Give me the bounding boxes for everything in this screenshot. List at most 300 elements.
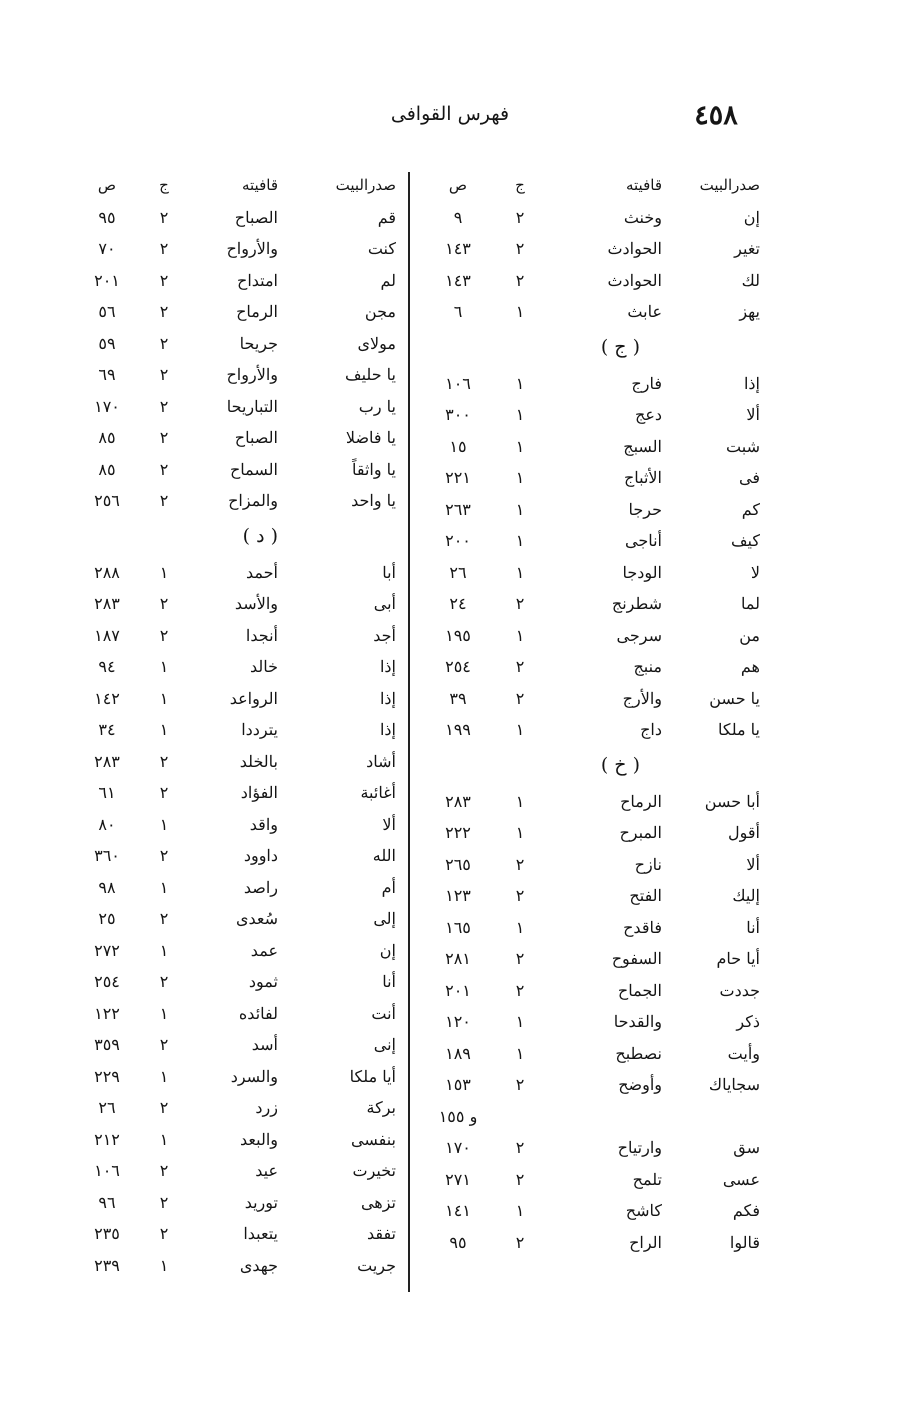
volume-number: ١ xyxy=(159,1255,169,1275)
right-column xyxy=(432,172,760,1260)
page-reference: ٣٠٠ xyxy=(445,405,471,424)
index-row xyxy=(432,370,760,402)
volume-number: ١ xyxy=(515,302,525,321)
letter-section-heading xyxy=(432,330,760,370)
rhyme-word: الأثباج xyxy=(623,468,662,487)
index-row xyxy=(78,487,408,519)
rhyme-word: وخنث xyxy=(623,207,662,227)
index-row xyxy=(78,1220,408,1252)
volume-number: ٢ xyxy=(159,751,169,771)
index-row xyxy=(432,1134,760,1166)
volume-number: ٢ xyxy=(515,657,525,676)
verse-opening: كيف xyxy=(730,531,760,550)
index-row xyxy=(432,685,760,717)
rhyme-word: نازح xyxy=(634,854,662,874)
rhyme-word: منبج xyxy=(633,657,662,676)
page-reference: ٢٥٦ xyxy=(94,491,120,510)
volume-number: ١ xyxy=(159,1003,169,1023)
index-row xyxy=(432,914,760,946)
rhyme-word: زرد xyxy=(255,1098,278,1117)
index-row xyxy=(432,1166,760,1198)
verse-opening: ألا xyxy=(382,814,396,834)
index-row xyxy=(432,851,760,883)
verse-opening: بنفسى xyxy=(351,1129,396,1149)
index-row xyxy=(432,1229,760,1261)
index-row xyxy=(432,464,760,496)
rhyme-word: يتعبدا xyxy=(243,1224,278,1243)
rhyme-word: جهدى xyxy=(239,1255,278,1275)
rhyme-word: الحوادث xyxy=(607,239,662,258)
page-reference: ٢٠٠ xyxy=(445,531,471,550)
rhyme-word: داج xyxy=(640,720,662,739)
volume-number: ٢ xyxy=(159,1192,169,1212)
volume-number: ١ xyxy=(515,625,525,645)
page-reference: ٢٦٥ xyxy=(445,854,471,874)
rhyme-word: امتداح xyxy=(236,270,278,290)
page-reference: ٣٥٩ xyxy=(94,1035,120,1054)
volume-number: ٢ xyxy=(159,972,169,991)
verse-opening: إنى xyxy=(373,1035,396,1054)
verse-opening: لما xyxy=(741,594,760,613)
verse-opening: أبا حسن xyxy=(704,791,760,811)
volume-number: ١ xyxy=(159,657,169,676)
volume-number: ٢ xyxy=(159,270,169,290)
page-reference: ٥٩ xyxy=(98,333,116,353)
rhyme-word: تلمح xyxy=(632,1169,662,1189)
verse-opening: أشاد xyxy=(366,751,396,771)
rhyme-word: يترددا xyxy=(241,720,278,739)
verse-opening: ألا xyxy=(746,854,760,874)
index-row xyxy=(432,204,760,236)
volume-number: ٢ xyxy=(159,396,169,416)
page-reference: ٩٤ xyxy=(98,657,116,676)
page-reference: ١٥٣ xyxy=(445,1075,471,1094)
column-divider xyxy=(408,172,410,1292)
volume-number: ٢ xyxy=(515,594,525,613)
header-qafiya: قافيته xyxy=(241,176,278,194)
rhyme-word: لفائده xyxy=(238,1003,278,1023)
rhyme-word: السماح xyxy=(229,459,278,479)
page-reference: ١٢٠ xyxy=(445,1012,471,1031)
index-row xyxy=(78,874,408,906)
verse-opening: يا واثقاً xyxy=(351,459,396,479)
index-row xyxy=(78,456,408,488)
rhyme-word: الصباح xyxy=(234,428,278,447)
index-row xyxy=(432,401,760,433)
index-row xyxy=(432,559,760,591)
volume-number: ١ xyxy=(159,940,169,960)
rhyme-word: توريد xyxy=(244,1192,278,1212)
verse-opening: لم xyxy=(380,270,396,290)
page-reference: ٢٨١ xyxy=(445,949,471,968)
page-reference: ٢٧٢ xyxy=(94,940,120,960)
volume-number: ٢ xyxy=(159,333,169,353)
verse-opening: جريت xyxy=(357,1255,396,1275)
page-reference: ١٨٩ xyxy=(445,1043,471,1063)
index-row xyxy=(432,590,760,622)
index-row xyxy=(78,1000,408,1032)
rhyme-word: الصباح xyxy=(234,207,278,227)
page-reference: ١٢٢ xyxy=(94,1003,120,1023)
rhyme-word: والقدحا xyxy=(613,1012,662,1031)
rhyme-word: فاقدح xyxy=(623,917,662,937)
verse-opening: عسى xyxy=(722,1169,760,1189)
letter-section-heading xyxy=(432,748,760,788)
verse-opening: أنا xyxy=(746,917,760,937)
rhyme-word: والسرد xyxy=(230,1066,278,1086)
index-row xyxy=(432,819,760,851)
rhyme-word: الرماح xyxy=(620,791,662,811)
rhyme-word: جريحا xyxy=(239,333,278,353)
volume-number: ٢ xyxy=(159,1098,169,1117)
verse-opening: أم xyxy=(381,877,396,897)
index-row xyxy=(78,393,408,425)
verse-opening: أبى xyxy=(373,594,396,613)
verse-opening: أقول xyxy=(728,823,760,842)
rhyme-word: الرماح xyxy=(236,302,278,321)
index-row xyxy=(432,622,760,654)
index-row xyxy=(78,330,408,362)
page-reference: ٩ xyxy=(453,207,463,227)
page-reference: ١٩٥ xyxy=(445,625,471,645)
rhyme-word: داوود xyxy=(243,846,278,865)
verse-opening: أنت xyxy=(371,1003,396,1023)
index-row xyxy=(78,968,408,1000)
index-row xyxy=(78,1252,408,1284)
rhyme-word: عابث xyxy=(627,302,662,321)
page-reference: ٢١٢ xyxy=(94,1129,120,1149)
rhyme-word: خالد xyxy=(249,657,278,676)
index-row xyxy=(78,748,408,780)
index-row xyxy=(78,235,408,267)
verse-opening: قالوا xyxy=(729,1232,760,1252)
volume-number: ٢ xyxy=(159,239,169,258)
index-row xyxy=(78,716,408,748)
verse-opening: الله xyxy=(372,846,396,865)
volume-number: ٢ xyxy=(515,239,525,258)
page-reference: ٢٢٩ xyxy=(94,1066,120,1086)
page-reference: ٢٨٣ xyxy=(94,751,120,771)
page-reference: ٢٨٨ xyxy=(94,562,120,582)
index-row xyxy=(78,905,408,937)
page-reference: ١٧٠ xyxy=(445,1138,471,1157)
rhyme-word: أحمد xyxy=(246,562,278,582)
header-safha: ص xyxy=(97,176,117,194)
volume-number: ٢ xyxy=(159,594,169,613)
index-row xyxy=(432,977,760,1009)
verse-opening: أغائبة xyxy=(360,783,396,802)
rhyme-word: أسد xyxy=(251,1035,278,1054)
letter-section-label: ( ج ) xyxy=(600,335,640,358)
volume-number: ٢ xyxy=(159,1161,169,1180)
volume-number: ٢ xyxy=(159,207,169,227)
index-row xyxy=(432,945,760,977)
index-row xyxy=(432,653,760,685)
rhyme-word: أنجدا xyxy=(245,625,278,645)
verse-opening: لا xyxy=(750,562,760,582)
rhyme-word: والبعد xyxy=(240,1129,278,1149)
volume-number: ٢ xyxy=(159,459,169,479)
page-reference: ٢٠١ xyxy=(94,270,120,290)
volume-number: ١ xyxy=(515,823,525,842)
index-row xyxy=(432,433,760,465)
rhyme-word: عمد xyxy=(250,940,278,960)
verse-opening: يا ملكا xyxy=(718,720,760,739)
header-sadr: صدرالبيت xyxy=(335,176,396,194)
verse-opening: سجاياك xyxy=(708,1075,760,1094)
verse-opening: يا واحد xyxy=(351,491,396,510)
verse-opening: من xyxy=(739,625,760,645)
index-row xyxy=(432,788,760,820)
verse-opening: أيا ملكا xyxy=(349,1066,396,1086)
volume-number: ٢ xyxy=(159,428,169,447)
rhyme-word: حرجا xyxy=(628,499,662,519)
volume-number: ١ xyxy=(515,720,525,739)
rhyme-word: الفتح xyxy=(629,886,662,905)
volume-number: ١ xyxy=(159,1129,169,1149)
volume-number: ٢ xyxy=(515,980,525,1000)
volume-number: ٢ xyxy=(159,625,169,645)
volume-number: ١ xyxy=(515,436,525,456)
index-row xyxy=(78,1126,408,1158)
index-row xyxy=(78,685,408,717)
verse-opening: أنا xyxy=(382,972,396,991)
page-reference: ٢٠١ xyxy=(445,980,471,1000)
volume-number: ٢ xyxy=(515,270,525,290)
rhyme-word: الجماح xyxy=(617,980,662,1000)
volume-number: ٢ xyxy=(515,207,525,227)
rhyme-word: الراح xyxy=(629,1232,662,1252)
header-sadr: صدرالبيت xyxy=(699,176,760,194)
rhyme-word: المبرح xyxy=(619,823,662,842)
page-reference: ٣٦٠ xyxy=(94,846,120,865)
page-reference: ١٢٣ xyxy=(445,886,471,905)
index-row xyxy=(432,1071,760,1103)
index-row xyxy=(78,937,408,969)
rhyme-word: التباريحا xyxy=(226,396,278,416)
volume-number: ٢ xyxy=(159,365,169,384)
volume-number: ١ xyxy=(159,877,169,897)
rhyme-word: سُعدى xyxy=(235,909,278,928)
page-number: ٤٥٨ xyxy=(694,100,738,131)
rhyme-word: والأرواح xyxy=(226,239,278,258)
left-column-header xyxy=(78,172,408,204)
page-reference: ٦١ xyxy=(98,783,116,802)
rhyme-word: أناجى xyxy=(625,531,662,550)
volume-number: ١ xyxy=(515,499,525,519)
index-row xyxy=(432,527,760,559)
letter-section-label: ( خ ) xyxy=(600,753,640,776)
index-row xyxy=(78,267,408,299)
volume-number: ١ xyxy=(515,1012,525,1031)
volume-number: ٢ xyxy=(159,491,169,510)
verse-opening: إلى xyxy=(373,909,396,928)
verse-opening: يا حسن xyxy=(709,688,760,708)
index-row xyxy=(78,1031,408,1063)
page-reference: ٢٨٣ xyxy=(445,791,471,811)
verse-opening: كم xyxy=(741,499,760,519)
verse-opening: شبت xyxy=(726,436,760,456)
volume-number: ١ xyxy=(515,531,525,550)
rhyme-word: شطرنج xyxy=(611,594,662,613)
volume-number: ٢ xyxy=(515,1075,525,1094)
page-reference: ٢٥٤ xyxy=(94,972,120,991)
header-juz: ج xyxy=(515,176,525,194)
index-row xyxy=(78,842,408,874)
verse-opening: إن xyxy=(379,940,396,960)
volume-number: ٢ xyxy=(515,1138,525,1157)
verse-opening: قم xyxy=(377,207,396,227)
index-row xyxy=(78,1094,408,1126)
page-reference: ٩٨ xyxy=(98,877,116,897)
page-reference: ٢٦ xyxy=(449,562,467,582)
volume-number: ١ xyxy=(515,373,525,393)
page-reference: ١٠٦ xyxy=(445,373,471,393)
header-juz: ج xyxy=(159,176,169,194)
verse-opening: كنت xyxy=(367,239,396,258)
page-reference: ١٠٦ xyxy=(94,1161,120,1180)
rhyme-word: الفؤاد xyxy=(240,783,278,802)
index-row xyxy=(78,204,408,236)
verse-opening: إليك xyxy=(732,886,760,905)
page-reference: ١٥ xyxy=(449,436,467,456)
verse-opening: جددت xyxy=(719,980,760,1000)
index-row xyxy=(432,716,760,748)
page-reference: ٢٢٢ xyxy=(445,823,471,842)
volume-number: ٢ xyxy=(159,783,169,802)
volume-number: ٢ xyxy=(515,949,525,968)
rhyme-word: نصطبح xyxy=(615,1043,662,1063)
volume-number: ١ xyxy=(515,405,525,424)
index-row xyxy=(432,235,760,267)
verse-opening: يهز xyxy=(739,302,760,321)
verse-opening: أبا xyxy=(382,562,396,582)
volume-number: ٢ xyxy=(515,688,525,708)
volume-number: ١ xyxy=(159,1066,169,1086)
index-row xyxy=(432,882,760,914)
volume-number: ٢ xyxy=(159,846,169,865)
index-row xyxy=(78,811,408,843)
page-reference: ٨٥ xyxy=(98,428,116,447)
rhyme-word: والأرج xyxy=(622,688,662,708)
volume-number: ١ xyxy=(159,688,169,708)
rhyme-word: راصد xyxy=(243,877,278,897)
page-reference: ١٤١ xyxy=(445,1201,471,1220)
volume-number: ١ xyxy=(159,814,169,834)
rhyme-word: الودجا xyxy=(622,562,662,582)
index-row xyxy=(432,1103,760,1135)
page-reference: ٢٧١ xyxy=(445,1169,471,1189)
index-row xyxy=(432,1008,760,1040)
rhyme-word: دعج xyxy=(635,405,662,424)
page-reference: ١٦٥ xyxy=(445,917,471,937)
rhyme-word: وارتياح xyxy=(617,1138,662,1157)
verse-opening: تخيرت xyxy=(352,1161,396,1180)
page-reference: ٢٥ xyxy=(98,909,116,928)
volume-number: ٢ xyxy=(515,854,525,874)
index-row xyxy=(432,267,760,299)
rhyme-word: والأسد xyxy=(234,594,278,613)
index-row xyxy=(78,653,408,685)
header-safha: ص xyxy=(448,176,468,194)
volume-number: ١ xyxy=(515,917,525,937)
index-row xyxy=(432,298,760,330)
rhyme-word: السفوح xyxy=(611,949,662,968)
letter-section-heading xyxy=(78,519,408,559)
page-reference: ٢٣٩ xyxy=(94,1255,120,1275)
page-reference: ٧٠ xyxy=(98,239,116,258)
rhyme-word: والمزاح xyxy=(228,491,278,510)
page-reference: ١٨٧ xyxy=(94,625,120,645)
verse-opening: يا حليف xyxy=(345,365,396,384)
page-reference: ٢٢١ xyxy=(445,468,471,487)
page-reference: ٨٠ xyxy=(98,814,116,834)
rhyme-word: وأوضح xyxy=(618,1075,662,1094)
verse-opening: بركة xyxy=(366,1098,396,1117)
page-reference: ٢٣٥ xyxy=(94,1224,120,1243)
verse-opening: أيا حام xyxy=(716,949,760,968)
page-reference: ٦ xyxy=(453,302,463,321)
rhyme-word: بالخلد xyxy=(239,751,278,771)
volume-number: ٢ xyxy=(515,1232,525,1252)
verse-opening: إذا xyxy=(379,688,396,708)
page-reference: ٢٤ xyxy=(449,594,467,613)
volume-number: ١ xyxy=(159,720,169,739)
verse-opening: تغير xyxy=(734,239,760,258)
page-reference: ١٤٣ xyxy=(445,239,471,258)
index-row xyxy=(78,559,408,591)
verse-opening: إذا xyxy=(379,720,396,739)
rhyme-word: سرجى xyxy=(616,625,662,645)
index-row xyxy=(78,1189,408,1221)
index-row xyxy=(78,361,408,393)
rhyme-word: ثمود xyxy=(248,972,278,991)
rhyme-word: الحوادث xyxy=(607,270,662,290)
verse-opening: إذا xyxy=(743,373,760,393)
page-reference: ٣٤ xyxy=(98,720,116,739)
volume-number: ١ xyxy=(159,562,169,582)
verse-opening: فى xyxy=(739,468,760,487)
index-row xyxy=(78,590,408,622)
volume-number: ٢ xyxy=(515,886,525,905)
index-row xyxy=(78,1063,408,1095)
index-row xyxy=(78,424,408,456)
index-row xyxy=(432,1040,760,1072)
rhyme-word: والأرواح xyxy=(226,365,278,384)
index-row xyxy=(78,1157,408,1189)
volume-number: ١ xyxy=(515,791,525,811)
volume-number: ٢ xyxy=(515,1169,525,1189)
verse-opening: سق xyxy=(733,1138,760,1157)
verse-opening: ألا xyxy=(746,405,760,424)
page-reference: ٢٦ xyxy=(98,1098,116,1117)
verse-opening: إذا xyxy=(379,657,396,676)
page-reference: ١٤٢ xyxy=(94,688,120,708)
page-reference: ١٩٩ xyxy=(445,720,471,739)
rhyme-word: عيد xyxy=(255,1161,278,1180)
verse-opening: أجد xyxy=(373,625,396,645)
volume-number: ٢ xyxy=(159,1224,169,1243)
verse-opening: ذكر xyxy=(736,1012,760,1031)
rhyme-word: فارج xyxy=(631,373,662,393)
verse-opening: تزهى xyxy=(360,1192,396,1212)
right-column-header xyxy=(432,172,760,204)
header-qafiya: قافيته xyxy=(625,176,662,194)
page-reference: ١٤٣ xyxy=(445,270,471,290)
index-row xyxy=(78,779,408,811)
volume-number: ١ xyxy=(515,468,525,487)
page-reference: ٥٦ xyxy=(98,302,116,321)
